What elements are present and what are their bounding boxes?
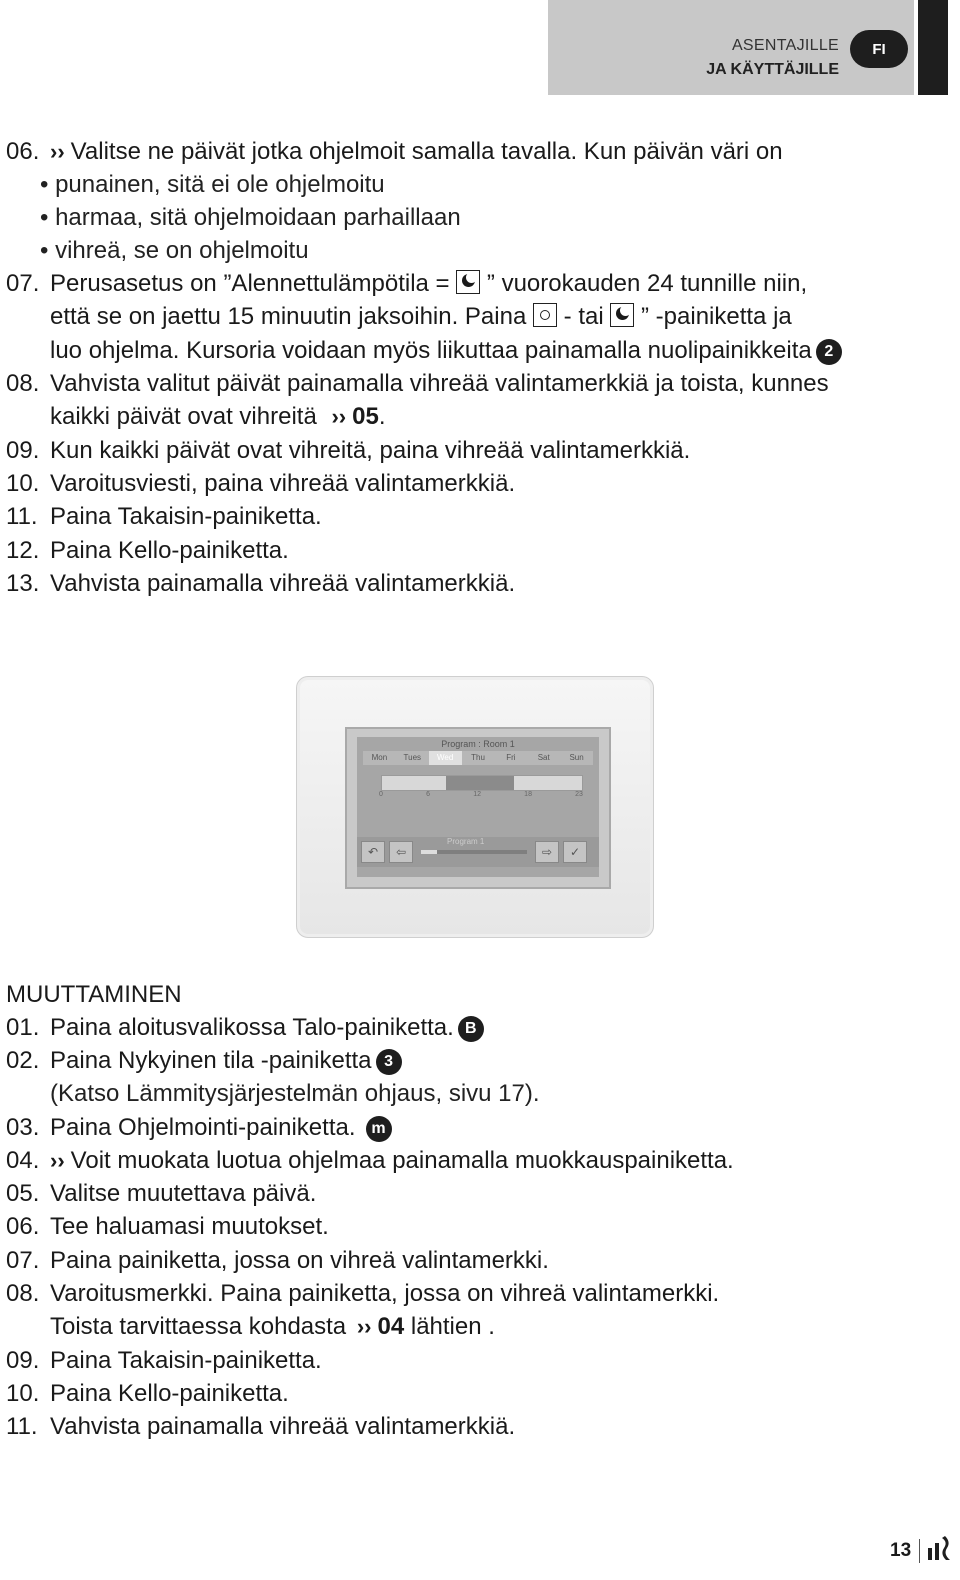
bullet-text: punainen, sitä ei ole ohjelmoitu: [55, 171, 385, 198]
edit-step-05: [6, 1179, 316, 1209]
step-text: Tee haluamasi muutokset.: [50, 1213, 329, 1240]
screen-bottom-bar: [357, 837, 599, 867]
step-reference: 04: [377, 1313, 405, 1340]
step-text: Vahvista valitut päivät painamalla vihreää valintamerkkiä ja toista, kunnes: [50, 370, 829, 397]
step-06: [6, 137, 783, 167]
step-number: 12.: [6, 537, 40, 564]
step-text: Paina Kello-painiketta.: [50, 537, 289, 564]
program-progress-fill: [421, 850, 437, 854]
day-tab: Sat: [537, 753, 550, 762]
step-number: 07.: [6, 1247, 40, 1274]
double-chevron-icon: ››: [356, 1314, 372, 1339]
checkmark-icon: ✓: [563, 841, 587, 863]
step-number: 07.: [6, 270, 40, 297]
bullet-green: [40, 236, 309, 266]
step-text: lähtien .: [410, 1313, 495, 1340]
edit-step-01: [6, 1013, 484, 1043]
day-tab: Thu: [471, 753, 485, 762]
edit-step-08: [6, 1279, 719, 1309]
day-tabs: [363, 751, 593, 765]
step-text: Kun kaikki päivät ovat vihreitä, paina vihreää valintamerkkiä.: [50, 437, 691, 464]
step-text: kaikki päivät ovat vihreitä: [50, 403, 317, 430]
arrow-left-icon: ⇦: [389, 841, 413, 863]
double-chevron-icon: ››: [331, 404, 347, 429]
step-13: [6, 569, 515, 599]
day-tab-selected: Wed: [429, 751, 462, 765]
header-audience-users: JA KÄYTTÄJILLE: [706, 61, 839, 78]
step-number: 10.: [6, 470, 40, 497]
step-text: Vahvista painamalla vihreää valintamerkkiä.: [50, 1413, 516, 1440]
edit-step-10: [6, 1379, 289, 1409]
day-tab: Tues: [403, 753, 422, 762]
step-08: [6, 369, 829, 399]
arrow-right-icon: ⇨: [535, 841, 559, 863]
section-heading: MUUTTAMINEN: [6, 981, 182, 1008]
device-screen: [357, 737, 599, 877]
step-11: [6, 502, 322, 532]
thermostat-device-image: [296, 676, 654, 938]
edit-step-09: [6, 1346, 322, 1376]
bullet-text: vihreä, se on ohjelmoitu: [55, 237, 309, 264]
step-number: 09.: [6, 437, 40, 464]
step-text: Valitse muutettava päivä.: [50, 1180, 317, 1207]
step-text: Paina Kello-painiketta.: [50, 1380, 289, 1407]
hour-label: 6: [426, 791, 430, 798]
step-text: ” vuorokauden 24 tunnille niin,: [486, 270, 808, 297]
bullet-red: [40, 170, 385, 200]
edit-step-02: [6, 1046, 402, 1076]
bullet-icon: •: [40, 171, 56, 198]
step-text: Valitse ne päivät jotka ohjelmoit samalla tavalla. Kun päivän väri on: [70, 138, 783, 165]
step-text: Varoitusviesti, paina vihreää valintamerkkiä.: [50, 470, 516, 497]
step-text: Toista tarvittaessa kohdasta: [50, 1313, 347, 1340]
page-separator: [919, 1539, 920, 1563]
step-number: 13.: [6, 570, 40, 597]
step-text: Perusasetus on ”Alennettulämpötila =: [50, 270, 450, 297]
day-tab: Mon: [371, 753, 388, 762]
step-text: Varoitusmerkki. Paina painiketta, jossa on vihreä valintamerkki.: [50, 1280, 720, 1307]
step-text: .: [378, 403, 386, 430]
page-number: 13: [890, 1540, 912, 1561]
hour-label: 0: [379, 791, 383, 798]
program-label: Program 1: [447, 837, 485, 846]
day-tab: Fri: [506, 753, 516, 762]
step-number: 04.: [6, 1147, 40, 1174]
bullet-text: harmaa, sitä ohjelmoidaan parhaillaan: [55, 204, 461, 231]
schedule-timeline: [381, 775, 583, 791]
schedule-segment: [446, 776, 514, 790]
double-chevron-icon: ››: [50, 1148, 65, 1173]
step-07: [6, 269, 807, 299]
step-text: Paina Ohjelmointi-painiketta.: [50, 1114, 356, 1141]
program-progress: [421, 850, 527, 854]
step-number: 09.: [6, 1347, 40, 1374]
moon-icon: [610, 303, 634, 327]
step-number: 02.: [6, 1047, 40, 1074]
reference-badge: 2: [816, 339, 842, 365]
reference-badge: m: [366, 1116, 392, 1142]
step-07-cont: [50, 302, 792, 332]
day-tab: Sun: [569, 753, 584, 762]
sun-icon: [533, 303, 557, 327]
step-number: 03.: [6, 1114, 40, 1141]
edit-step-08-cont: [50, 1312, 495, 1342]
step-number: 08.: [6, 370, 40, 397]
step-number: 11.: [6, 503, 38, 530]
language-badge: FI: [850, 30, 908, 68]
moon-icon: [456, 270, 480, 294]
device-screen-frame: [345, 727, 611, 889]
step-number: 10.: [6, 1380, 40, 1407]
step-reference: 05: [352, 403, 379, 430]
step-text: Paina Takaisin-painiketta.: [50, 503, 322, 530]
step-text: - tai: [563, 303, 604, 330]
header-bar: [918, 0, 948, 95]
bullet-grey: [40, 203, 461, 233]
edit-step-06: [6, 1212, 329, 1242]
hour-labels: [379, 791, 583, 798]
screen-title: Program : Room 1: [441, 739, 515, 749]
step-text: että se on jaettu 15 minuutin jaksoihin. Paina: [50, 303, 527, 330]
step-10: [6, 469, 515, 499]
step-text: luo ohjelma. Kursoria voidaan myös liikuttaa painamalla nuolipainikkeita: [50, 337, 812, 364]
step-number: 11.: [6, 1413, 38, 1440]
step-12: [6, 536, 289, 566]
brand-logo-icon: [926, 1534, 952, 1562]
hour-label: 18: [524, 791, 532, 798]
step-number: 01.: [6, 1014, 40, 1041]
step-text: Voit muokata luotua ohjelmaa painamalla muokkauspainiketta.: [70, 1147, 734, 1174]
step-text: ” -painiketta ja: [641, 303, 792, 330]
edit-step-04: [6, 1146, 734, 1176]
reference-badge: B: [458, 1016, 484, 1042]
double-chevron-icon: ››: [50, 139, 65, 164]
bullet-icon: •: [40, 237, 56, 264]
edit-step-07: [6, 1246, 549, 1276]
edit-step-03: [6, 1113, 392, 1143]
header-audience: ASENTAJILLE: [731, 37, 839, 54]
bullet-icon: •: [40, 204, 56, 231]
step-number: 08.: [6, 1280, 40, 1307]
step-number: 06.: [6, 138, 40, 165]
hour-label: 23: [575, 791, 583, 798]
hour-label: 12: [473, 791, 481, 798]
step-text: Paina aloitusvalikossa Talo-painiketta.: [50, 1014, 454, 1041]
step-number: 05.: [6, 1180, 40, 1207]
back-icon: ↶: [361, 841, 385, 863]
step-text: Vahvista painamalla vihreää valintamerkkiä.: [50, 570, 516, 597]
step-text: Paina painiketta, jossa on vihreä valintamerkki.: [50, 1247, 549, 1274]
reference-badge: 3: [376, 1049, 402, 1075]
step-07-cont2: [50, 336, 842, 366]
step-08-cont: [50, 402, 386, 432]
step-text: Paina Nykyinen tila -painiketta: [50, 1047, 372, 1074]
edit-step-02-note: (Katso Lämmitysjärjestelmän ohjaus, sivu 17).: [50, 1080, 540, 1107]
edit-step-11: [6, 1412, 515, 1442]
step-number: 06.: [6, 1213, 40, 1240]
step-09: [6, 436, 690, 466]
step-text: Paina Takaisin-painiketta.: [50, 1347, 322, 1374]
